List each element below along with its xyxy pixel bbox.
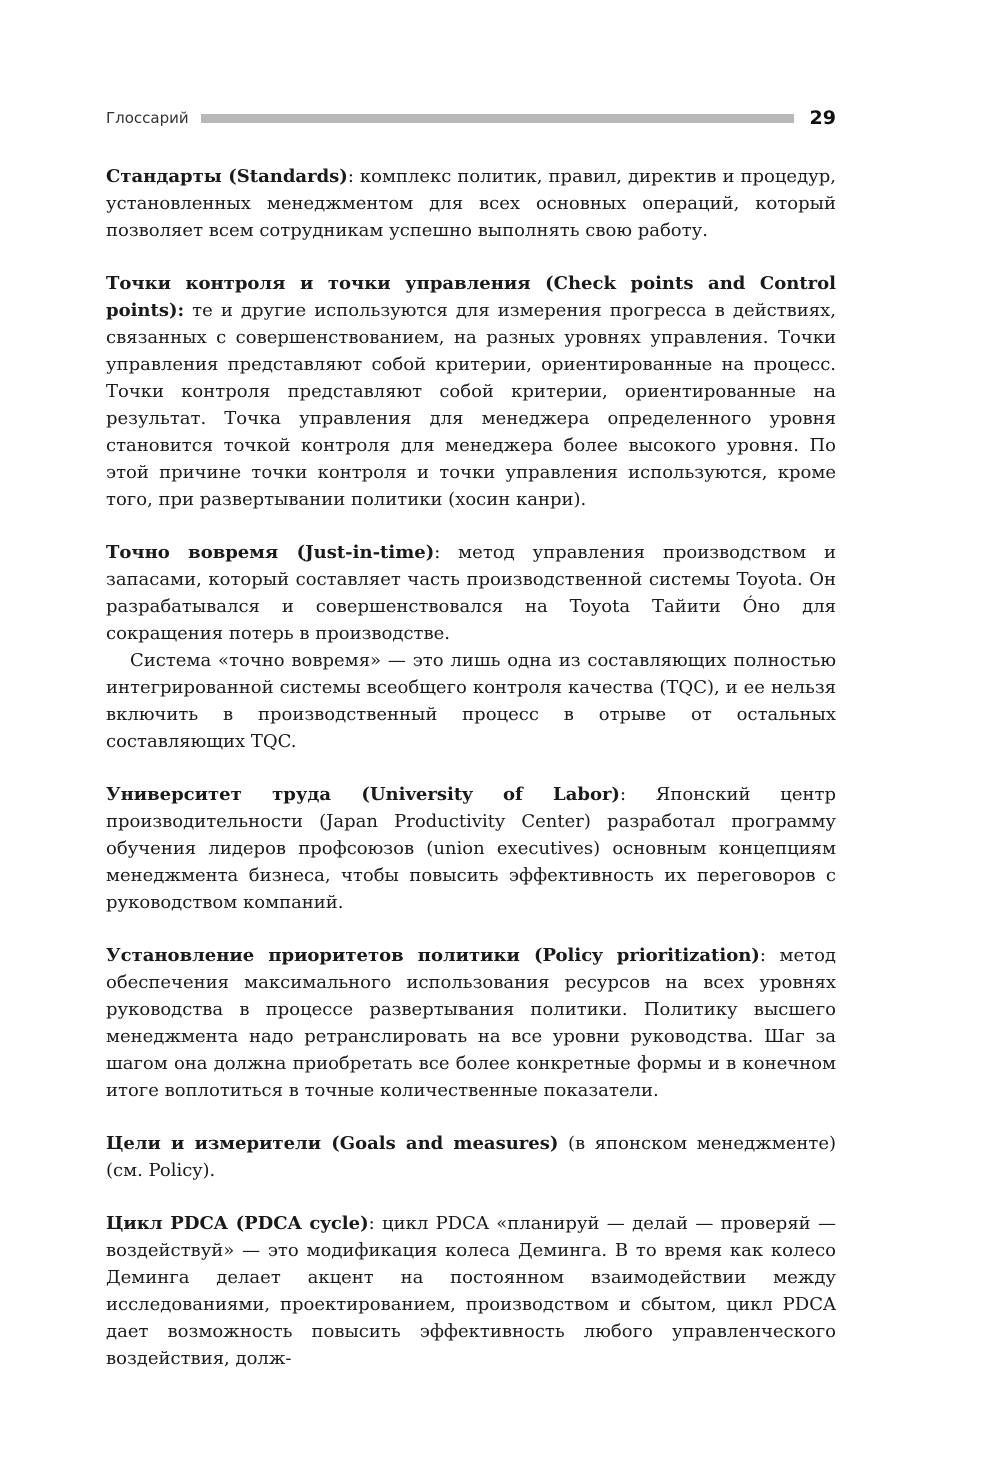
running-header xyxy=(106,104,836,132)
glossary-entry-goals-and-measures xyxy=(106,1130,836,1184)
entry-paragraph xyxy=(106,781,836,916)
entry-term: Университет труда (University of Labor) xyxy=(106,784,620,805)
glossary-entry-standards xyxy=(106,163,836,244)
header-rule xyxy=(201,114,794,123)
entry-extra-paragraph: Система «точно вовремя» — это лишь одна из составляющих полностью интегрированной системы всеобщего контроля качества (TQC), и ее нельзя включить в производственный процесс в отрыве от остальных составляющих TQC. xyxy=(106,650,836,752)
entry-paragraph xyxy=(106,1130,836,1184)
entry-term: Точки контроля и точки управления (Check points and Control points): xyxy=(106,273,836,321)
entry-definition: : цикл PDCA «планируй — делай — проверяй — воздействуй» — это модификация колеса Деминга. В то время как колесо Деминга делает акцент на постоянном взаимодействии между исследованиями, проектированием, производством и сбытом, цикл PDCA дает возможность повысить эффективность любого управленческого воздействия, долж- xyxy=(106,1213,836,1369)
entry-paragraph xyxy=(106,539,836,647)
entry-term: Точно вовремя (Just-in-time) xyxy=(106,542,435,563)
entry-definition: : Японский центр производительности (Japan Productivity Center) разработал программу обучения лидеров профсоюзов (union executives) основным концепциям менеджмента бизнеса, чтобы повысить эффективность их переговоров с руководством компаний. xyxy=(106,784,836,913)
glossary-entry-check-points xyxy=(106,270,836,513)
entry-definition: (в японском менеджменте) (см. Policy). xyxy=(106,1133,836,1181)
entry-paragraph xyxy=(106,163,836,244)
entry-definition: те и другие используются для измерения прогресса в действиях, связанных с совершенствованием, на разных уровнях управления. Точки управления представляют собой критерии, ориентированные на процесс. Точки контроля представляют собой критерии, ориентированные на результат. Точка управления для менеджера определенного уровня становится точкой контроля для менеджера более высокого уровня. По этой причине точки контроля и точки управления используются, кроме того, при развертывании политики (хосин канри). xyxy=(106,300,836,510)
entry-definition: : комплекс политик, правил, директив и процедур, установленных менеджментом для всех основных операций, который позволяет всем сотрудникам успешно выполнять свою работу. xyxy=(106,166,836,241)
glossary-entry-policy-prioritization xyxy=(106,942,836,1104)
entry-term: Цели и измерители (Goals and measures) xyxy=(106,1133,559,1154)
entry-term: Установление приоритетов политики (Policy prioritization) xyxy=(106,945,760,966)
glossary-entry-pdca-cycle xyxy=(106,1210,836,1372)
section-name: Глоссарий xyxy=(106,109,189,127)
entry-term: Цикл PDCA (PDCA cycle) xyxy=(106,1213,369,1234)
glossary-entry-university-of-labor xyxy=(106,781,836,916)
entry-term: Стандарты (Standards) xyxy=(106,166,348,187)
entry-paragraph xyxy=(106,1210,836,1372)
glossary-entry-just-in-time xyxy=(106,539,836,755)
entry-definition: : метод управления производством и запасами, который составляет часть производственной системы Toyota. Он разрабатывался и совершенствовался на Toyota Тайити Óно для сокращения потерь в производстве. xyxy=(106,542,836,644)
entry-definition: : метод обеспечения максимального использования ресурсов на всех уровнях руководства в процессе развертывания политики. Политику высшего менеджмента надо ретранслировать на все уровни руководства. Шаг за шагом она должна приобретать все более конкретные формы и в конечном итоге воплотиться в точные количественные показатели. xyxy=(106,945,836,1101)
page-number: 29 xyxy=(809,107,836,129)
glossary-content xyxy=(106,163,836,1398)
entry-paragraph xyxy=(106,270,836,513)
entry-paragraph xyxy=(106,942,836,1104)
